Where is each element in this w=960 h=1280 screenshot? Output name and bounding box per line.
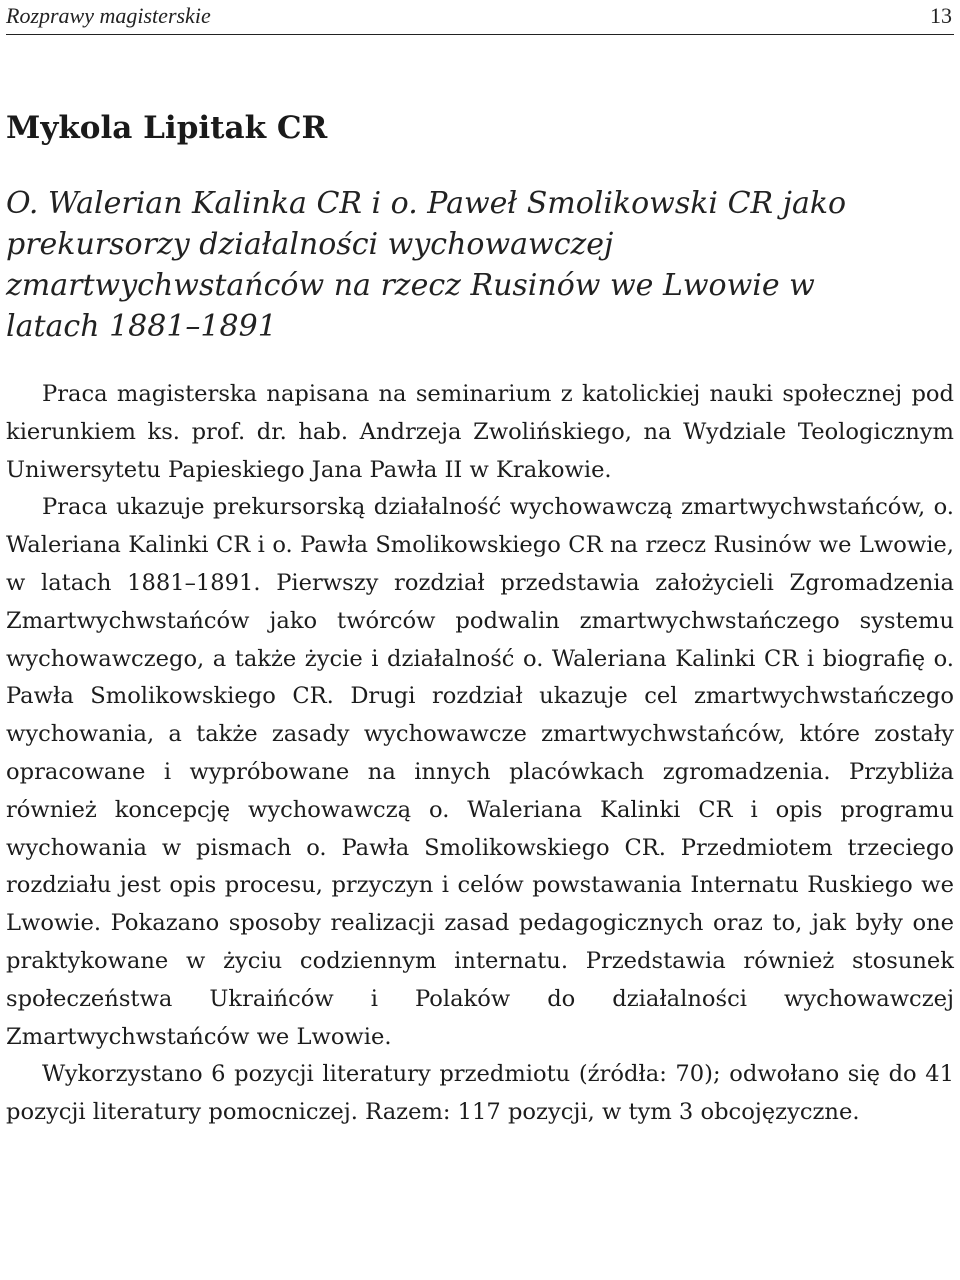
abstract-paragraph: Praca ukazuje prekursorską działalność wychowawczą zmartwychwstańców, o. Waleriana Kalinki CR i o. Pawła Smolikowskiego CR na rzecz Rusinów we Lwowie, w latach 1881–1891. Pierwszy rozdział przedstawia założycieli Zgromadzenia Zmartwychwstańców jako twórców podwalin zmartwychwstańczego systemu wychowawczego, a także życie i działalność o. Waleriana Kalinki CR i biografię o. Pawła Smolikowskiego CR. Drugi rozdział ukazuje cel zmartwychwstańczego wychowania, a także zasady wychowawcze zmartwychwstańców, które zostały opracowane i wypróbowane na innych placówkach zgromadzenia. Przybliża również koncepcję wychowawczą o. Waleriana Kalinki CR i opis programu wychowania w pismach o. Pawła Smolikowskiego CR. Przedmiotem trzeciego rozdziału jest opis procesu, przyczyn i celów powstawania Internatu Ruskiego we Lwowie. Pokazano sposoby realizacji zasad pedagogicznych oraz to, jak były one praktykowane w życiu codziennym internatu. Przedstawia również stosunek społeczeństwa Ukraińców i Polaków do działalności wychowawczej Zmartwychwstańców we Lwowie. [6,494,954,1050]
abstract-paragraph: Wykorzystano 6 pozycji literatury przedmiotu (źródła: 70); odwołano się do 41 pozycji literatury pomocniczej. Razem: 117 pozycji, w tym 3 obcojęzyczne. [6,1061,954,1126]
abstract-body [6,376,954,1132]
running-title: Rozprawy magisterskie [6,3,211,28]
page-number: 13 [930,3,952,28]
author-name: Mykola Lipitak CR [6,110,328,146]
thesis-title: O. Walerian Kalinka CR i o. Paweł Smolikowski CR jako prekursorzy działalności wychowawczej zmartwychwstańców na rzecz Rusinów we Lwowie w latach 1881–1891 [6,186,847,344]
abstract-paragraph: Praca magisterska napisana na seminarium z katolickiej nauki społecznej pod kierunkiem ks. prof. dr. hab. Andrzeja Zwolińskiego, na Wydziale Teologicznym Uniwersytetu Papieskiego Jana Pawła II w Krakowie. [6,381,954,483]
running-header [6,0,954,35]
